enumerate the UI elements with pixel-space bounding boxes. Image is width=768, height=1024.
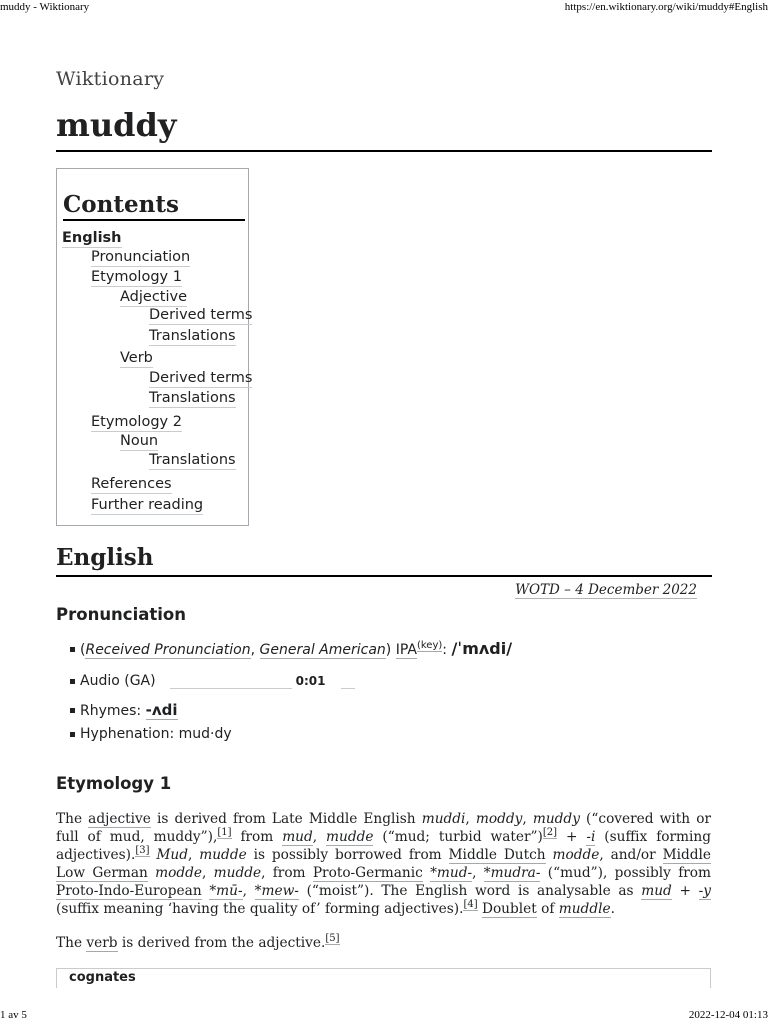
etymology-paragraph-1 <box>56 810 711 918</box>
cognates-label: cognates <box>69 970 136 985</box>
text: , <box>312 829 327 845</box>
toc-item-adjective[interactable]: Adjective <box>120 289 188 305</box>
text: , <box>242 883 255 899</box>
audio-label: Audio (GA) <box>80 673 156 689</box>
link-general-american[interactable]: General American <box>259 642 386 658</box>
link-proto-mud[interactable]: *mud- <box>430 865 473 881</box>
section-heading-english: English <box>56 544 712 577</box>
audio-more-button[interactable] <box>341 688 355 689</box>
text: , <box>472 865 484 881</box>
text: of <box>536 901 559 917</box>
reference-2[interactable]: [2] <box>542 827 558 839</box>
wotd-link[interactable]: WOTD – 4 December 2022 <box>515 582 697 598</box>
audio-duration: 0:01 <box>295 674 326 688</box>
toc-item-references[interactable]: References <box>91 476 172 492</box>
toc-item-verb-translations[interactable]: Translations <box>149 390 236 406</box>
page-title: muddy <box>56 104 712 152</box>
reference-4[interactable]: [4] <box>463 899 478 911</box>
term-mudde-mlg: mudde <box>213 865 262 881</box>
audio-progress-bar[interactable] <box>170 688 292 689</box>
list-item <box>80 701 178 720</box>
cognates-box[interactable] <box>56 968 711 988</box>
list-item <box>80 725 232 743</box>
link-proto-indo-european[interactable]: Proto-Indo-European <box>56 883 202 899</box>
toc-item-noun-translations[interactable]: Translations <box>149 452 236 468</box>
text: , <box>202 865 214 881</box>
colon: : <box>442 642 452 658</box>
link-proto-germanic[interactable]: Proto-Germanic <box>312 865 423 881</box>
link-middle-dutch[interactable]: Middle Dutch <box>448 847 546 863</box>
page-count: 1 av 5 <box>0 1009 27 1021</box>
list-item <box>80 640 512 659</box>
print-tab-title: muddy - Wiktionary <box>0 1 90 13</box>
term-mudde: mudde <box>199 847 247 863</box>
paren-open: ( <box>80 642 86 658</box>
term-mud: Mud <box>156 847 189 863</box>
toc-item-verb-derived-terms[interactable]: Derived terms <box>149 370 253 386</box>
link-proto-mudra[interactable]: *mudra- <box>483 865 541 881</box>
text: from <box>231 829 283 845</box>
link-ipa-key[interactable]: (key) <box>416 640 443 652</box>
reference-3[interactable]: [3] <box>135 845 150 857</box>
toc-item-verb[interactable]: Verb <box>120 350 153 366</box>
print-header <box>0 1 768 15</box>
link-doublet[interactable]: Doublet <box>481 901 537 917</box>
reference-1[interactable]: [1] <box>217 827 232 839</box>
link-ipa[interactable]: IPA <box>395 642 417 658</box>
rhymes-label: Rhymes: <box>80 703 146 719</box>
link-suffix-i[interactable]: -i <box>586 829 596 845</box>
text: (“covered with or full of mud, muddy”), <box>56 811 711 845</box>
toc-item-etymology-2[interactable]: Etymology 2 <box>91 414 182 430</box>
link-mud-word[interactable]: mud <box>641 883 672 899</box>
text: , and/or <box>599 847 663 863</box>
text: is possibly borrowed from <box>246 847 449 863</box>
text <box>423 865 430 881</box>
hyphenation-value: mud·dy <box>178 726 232 742</box>
link-muddle[interactable]: muddle <box>558 901 611 917</box>
heading-pronunciation: Pronunciation <box>56 605 187 624</box>
print-footer <box>0 1009 768 1023</box>
text: , <box>465 811 476 827</box>
text: (suffix meaning ‘having the quality of’ forming adjectives). <box>56 901 464 917</box>
ipa-transcription: /ˈmʌdi/ <box>451 639 513 658</box>
toc-item-english[interactable]: English <box>62 230 122 246</box>
toc-item-pronunciation[interactable]: Pronunciation <box>91 249 191 265</box>
link-verb[interactable]: verb <box>86 935 118 951</box>
toc-item-noun[interactable]: Noun <box>120 433 159 449</box>
list-item <box>80 672 355 690</box>
print-timestamp: 2022-12-04 01:13 <box>688 1009 768 1021</box>
toc-item-etymology-1[interactable]: Etymology 1 <box>91 269 182 285</box>
text: is derived from the adjective. <box>117 935 326 951</box>
term-modde-mlg: modde <box>155 865 203 881</box>
reference-5[interactable]: [5] <box>325 933 340 945</box>
term-modde: modde <box>552 847 600 863</box>
site-name[interactable]: Wiktionary <box>56 68 165 90</box>
text: (“mud”), possibly from <box>540 865 712 881</box>
link-mudde[interactable]: mudde <box>326 829 374 845</box>
link-rhymes[interactable]: -ʌdi <box>145 701 178 719</box>
link-pie-mew[interactable]: *mew- <box>254 883 299 899</box>
term-muddy: muddy <box>532 811 580 827</box>
toc-item-adjective-derived-terms[interactable]: Derived terms <box>149 307 253 323</box>
link-pie-mu[interactable]: *mū- <box>209 883 243 899</box>
text: . <box>610 901 615 917</box>
text: + <box>671 883 699 899</box>
paren-close: ) <box>385 642 392 658</box>
link-middle-low-german[interactable]: Middle Low German <box>56 847 712 881</box>
text: (“moist”). The English word is analysable as <box>298 883 642 899</box>
heading-etymology-1: Etymology 1 <box>56 774 172 793</box>
link-suffix-y[interactable]: -y <box>698 883 712 899</box>
text: + <box>557 829 587 845</box>
text: (“mud; turbid water”) <box>373 829 543 845</box>
hyphenation-label: Hyphenation: <box>80 726 179 742</box>
print-url[interactable]: https://en.wiktionary.org/wiki/muddy#English <box>564 1 768 13</box>
term-muddi: muddi <box>421 811 466 827</box>
text: (suffix forming adjectives). <box>56 829 711 863</box>
link-adjective[interactable]: adjective <box>88 811 151 827</box>
table-of-contents <box>56 168 253 526</box>
comma: , <box>250 642 260 658</box>
text: The <box>56 811 89 827</box>
text: The <box>56 935 87 951</box>
term-moddy: moddy <box>475 811 523 827</box>
text <box>546 847 553 863</box>
text: , <box>188 847 200 863</box>
etymology-paragraph-2 <box>56 934 711 952</box>
link-received-pronunciation[interactable]: Received Pronunciation <box>85 642 251 658</box>
text: is derived from Late Middle English <box>150 811 422 827</box>
text: , <box>522 811 533 827</box>
toc-title: Contents <box>63 191 245 221</box>
toc-item-further-reading[interactable]: Further reading <box>91 497 204 513</box>
link-mud[interactable]: mud <box>282 829 313 845</box>
text: , from <box>261 865 313 881</box>
toc-item-adjective-translations[interactable]: Translations <box>149 328 236 344</box>
